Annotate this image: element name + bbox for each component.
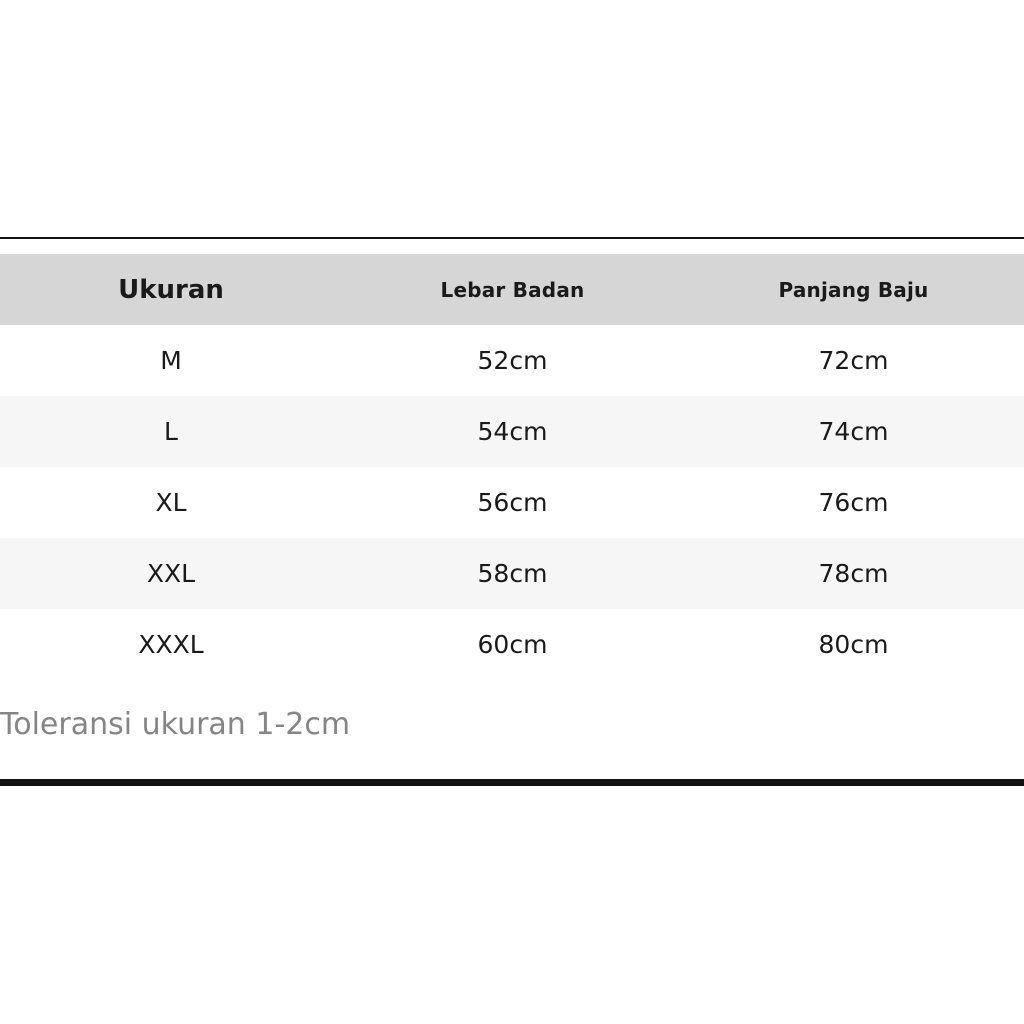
width-cell: 60cm	[477, 630, 548, 659]
size-cell: XXXL	[138, 630, 204, 659]
length-cell: 80cm	[818, 630, 889, 659]
size-cell: XL	[155, 488, 187, 517]
table-header-row	[0, 254, 1024, 325]
width-cell: 54cm	[477, 417, 548, 446]
table-row	[0, 396, 1024, 467]
size-cell: XXL	[146, 559, 196, 588]
width-cell: 58cm	[477, 559, 548, 588]
table-row	[0, 325, 1024, 396]
width-cell: 52cm	[477, 346, 548, 375]
size-tolerance-note: Toleransi ukuran 1-2cm	[0, 707, 351, 742]
size-chart-table	[0, 254, 1024, 680]
size-cell: L	[164, 417, 178, 446]
table-row	[0, 538, 1024, 609]
size-cell: M	[160, 346, 182, 375]
length-cell: 72cm	[818, 346, 889, 375]
header-ukuran: Ukuran	[118, 274, 224, 305]
length-cell: 76cm	[818, 488, 889, 517]
length-cell: 78cm	[818, 559, 889, 588]
header-lebar-badan: Lebar Badan	[440, 277, 585, 302]
size-chart-frame	[0, 237, 1024, 786]
width-cell: 56cm	[477, 488, 548, 517]
length-cell: 74cm	[818, 417, 889, 446]
table-row	[0, 609, 1024, 680]
table-row	[0, 467, 1024, 538]
header-panjang-baju: Panjang Baju	[778, 277, 929, 302]
